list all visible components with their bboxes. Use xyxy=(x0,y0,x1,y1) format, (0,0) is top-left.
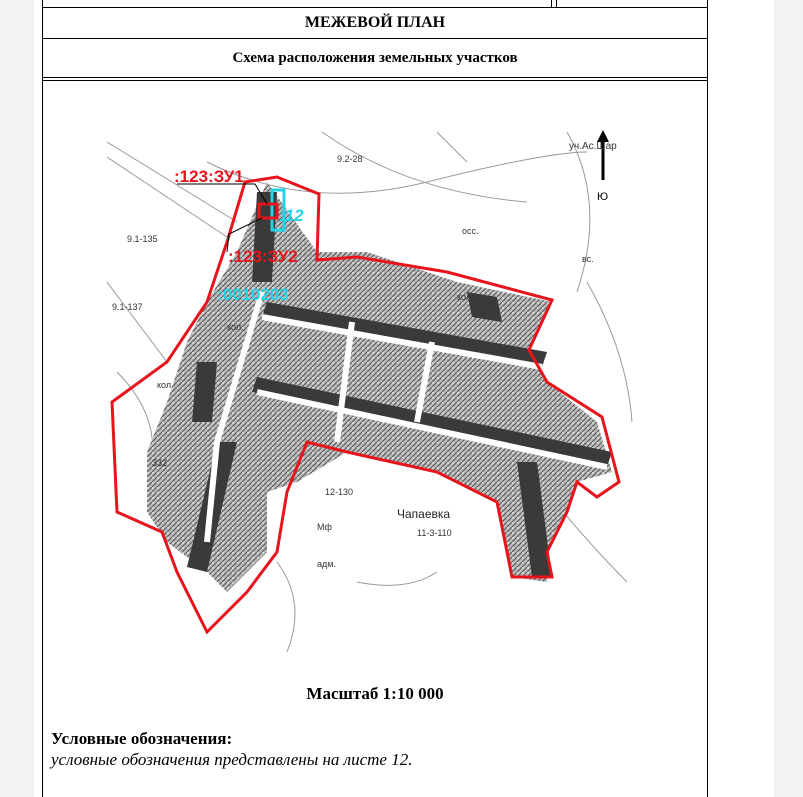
leader-line xyxy=(177,184,267,204)
village-label: Чапаевка xyxy=(397,507,451,521)
map-label: 9.1-135 xyxy=(127,234,158,244)
map-label: 9.1-137 xyxy=(112,302,143,312)
document-frame xyxy=(42,0,708,797)
parcel-label-zu1: :123:ЗУ1 xyxy=(174,167,244,186)
parcel-ref-label: :12 xyxy=(279,206,304,225)
map-label: осс. xyxy=(462,226,479,236)
map-scale: Масштаб 1:10 000 xyxy=(306,684,444,703)
map-label: 332 xyxy=(152,458,168,468)
map-label: адм. xyxy=(317,559,336,569)
legend-heading: Условные обозначения: xyxy=(51,729,233,748)
quarter-label: :0010203 xyxy=(217,285,289,304)
map-label: 9.2-28 xyxy=(337,154,363,164)
map-label: 12-130 xyxy=(325,487,354,497)
cadastral-map xyxy=(107,122,637,652)
section-divider xyxy=(43,78,707,81)
map-label: кол. xyxy=(227,322,244,332)
legend-text: условные обозначения представлены на листе 12. xyxy=(51,750,413,769)
street-label: уч.Ас.Шар xyxy=(569,141,617,152)
map-label: кол. xyxy=(157,380,174,390)
map-label: Мф xyxy=(317,522,332,532)
map-label: 11-3-110 xyxy=(417,528,452,538)
map-label: кол. xyxy=(457,292,474,302)
header-strip xyxy=(43,0,707,8)
north-label: Ю xyxy=(597,191,609,203)
document-subtitle: Схема расположения земельных участков xyxy=(43,39,707,78)
cell-divider xyxy=(556,0,557,7)
document-title: МЕЖЕВОЙ ПЛАН xyxy=(43,8,707,39)
parcel-label-zu2: :123:ЗУ2 xyxy=(228,247,298,266)
map-label: вс. xyxy=(582,254,594,264)
cell-divider xyxy=(551,0,552,7)
